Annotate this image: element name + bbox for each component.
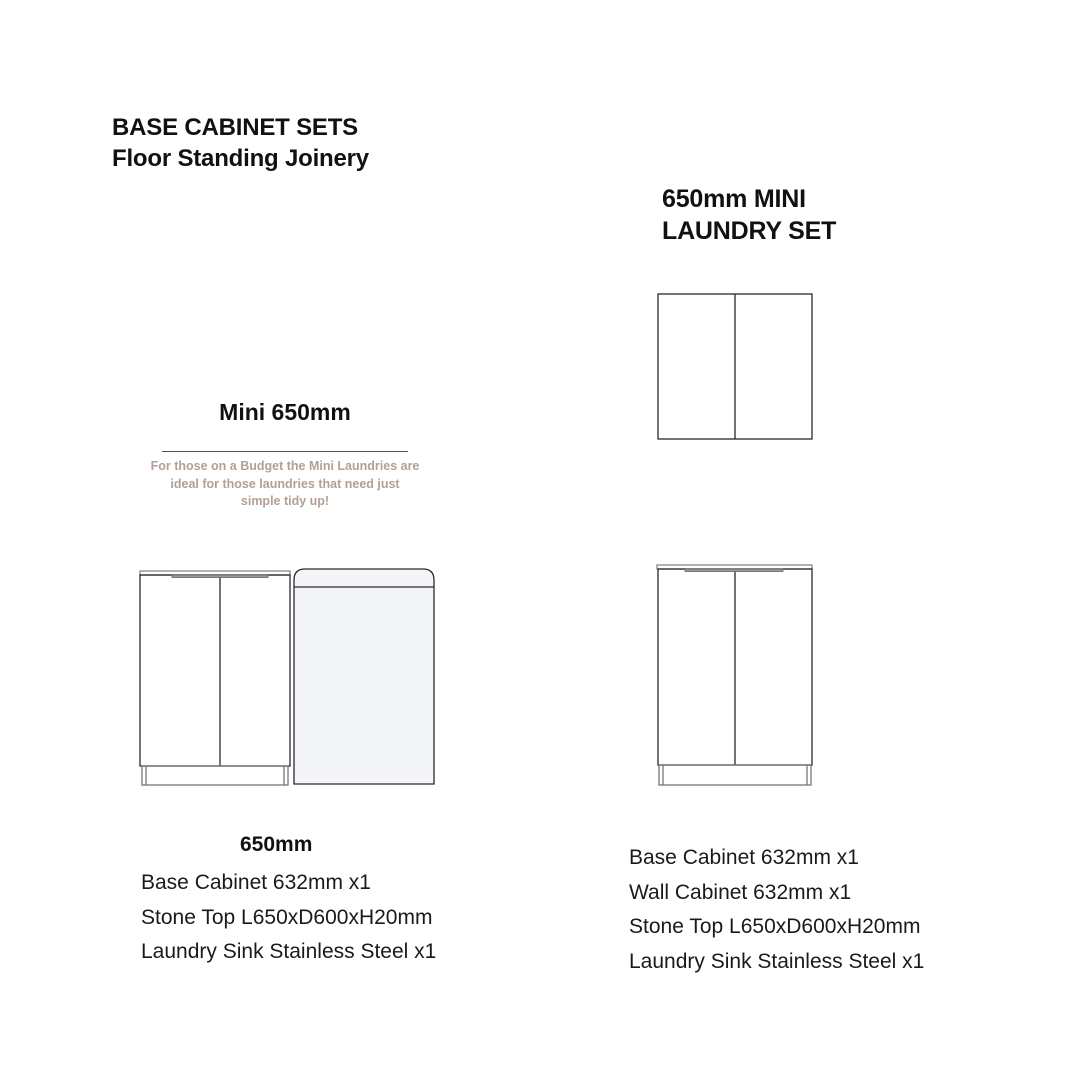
laundry-sink-drawing: [294, 569, 434, 784]
mini-set-spec-list: [141, 866, 436, 970]
wall-cabinet-drawing: [658, 294, 812, 439]
mini-base-cabinet-drawing: [140, 571, 290, 785]
mini-650-title: Mini 650mm: [219, 399, 351, 425]
mini-laundry-set-title-line2: LAUNDRY SET: [662, 217, 837, 245]
mini-650-description: For those on a Budget the Mini Laundries are ideal for those laundries that need just simple tidy up!: [150, 459, 420, 508]
mini-cabinet-handle: [172, 575, 268, 578]
list-item: Stone Top L650xD600xH20mm: [141, 905, 433, 929]
list-item: Laundry Sink Stainless Steel x1: [629, 949, 925, 973]
list-item: Stone Top L650xD600xH20mm: [629, 915, 921, 938]
mini-cabinet-kickboard: [142, 766, 288, 785]
mini-cabinet-body: [140, 575, 290, 766]
laundry-sink-body: [294, 569, 434, 784]
list-item: Base Cabinet 632mm x1: [141, 871, 371, 894]
base-cabinet-handle: [685, 569, 783, 572]
base-cabinet-drawing: [657, 565, 812, 785]
laundry-set-spec-list: [629, 841, 924, 979]
list-item: Laundry Sink Stainless Steel x1: [141, 940, 437, 963]
mini-laundry-set-title-line1: 650mm MINI: [662, 185, 806, 213]
mini-set-caption: 650mm: [240, 833, 313, 856]
page-subtitle: Floor Standing Joinery: [112, 145, 369, 172]
page-title: BASE CABINET SETS: [112, 114, 358, 141]
base-cabinet-kickboard: [659, 765, 811, 785]
list-item: Base Cabinet 632mm x1: [629, 846, 859, 869]
list-item: Wall Cabinet 632mm x1: [629, 880, 852, 904]
